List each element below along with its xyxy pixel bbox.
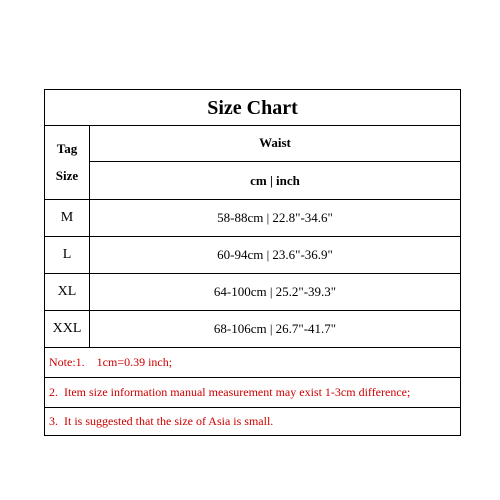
title-row bbox=[45, 90, 460, 126]
size-label: Size bbox=[55, 168, 79, 183]
size-chart-table bbox=[44, 89, 461, 436]
tag-label: Tag bbox=[56, 141, 78, 156]
waist-value-xxl: 68-106cm | 26.7"-41.7" bbox=[90, 311, 460, 348]
waist-value-m: 58-88cm | 22.8"-34.6" bbox=[90, 200, 460, 237]
waist-value-l: 60-94cm | 23.6"-36.9" bbox=[90, 237, 460, 274]
note-1: Note:1. 1cm=0.39 inch; bbox=[45, 348, 460, 378]
note-3: 3. It is suggested that the size of Asia is small. bbox=[49, 414, 274, 428]
unit-header: cm | inch bbox=[90, 162, 460, 200]
tag-size-header bbox=[45, 125, 90, 200]
size-cell-m: M bbox=[45, 200, 90, 237]
waist-header: Waist bbox=[90, 125, 460, 162]
size-cell-xxl: XXL bbox=[45, 311, 90, 348]
size-cell-xl: XL bbox=[45, 274, 90, 311]
waist-value-xl: 64-100cm | 25.2"-39.3" bbox=[90, 274, 460, 311]
chart-title: Size Chart bbox=[207, 96, 298, 119]
size-cell-l: L bbox=[45, 237, 90, 274]
note-2: 2. Item size information manual measurement may exist 1-3cm difference; bbox=[45, 378, 460, 408]
